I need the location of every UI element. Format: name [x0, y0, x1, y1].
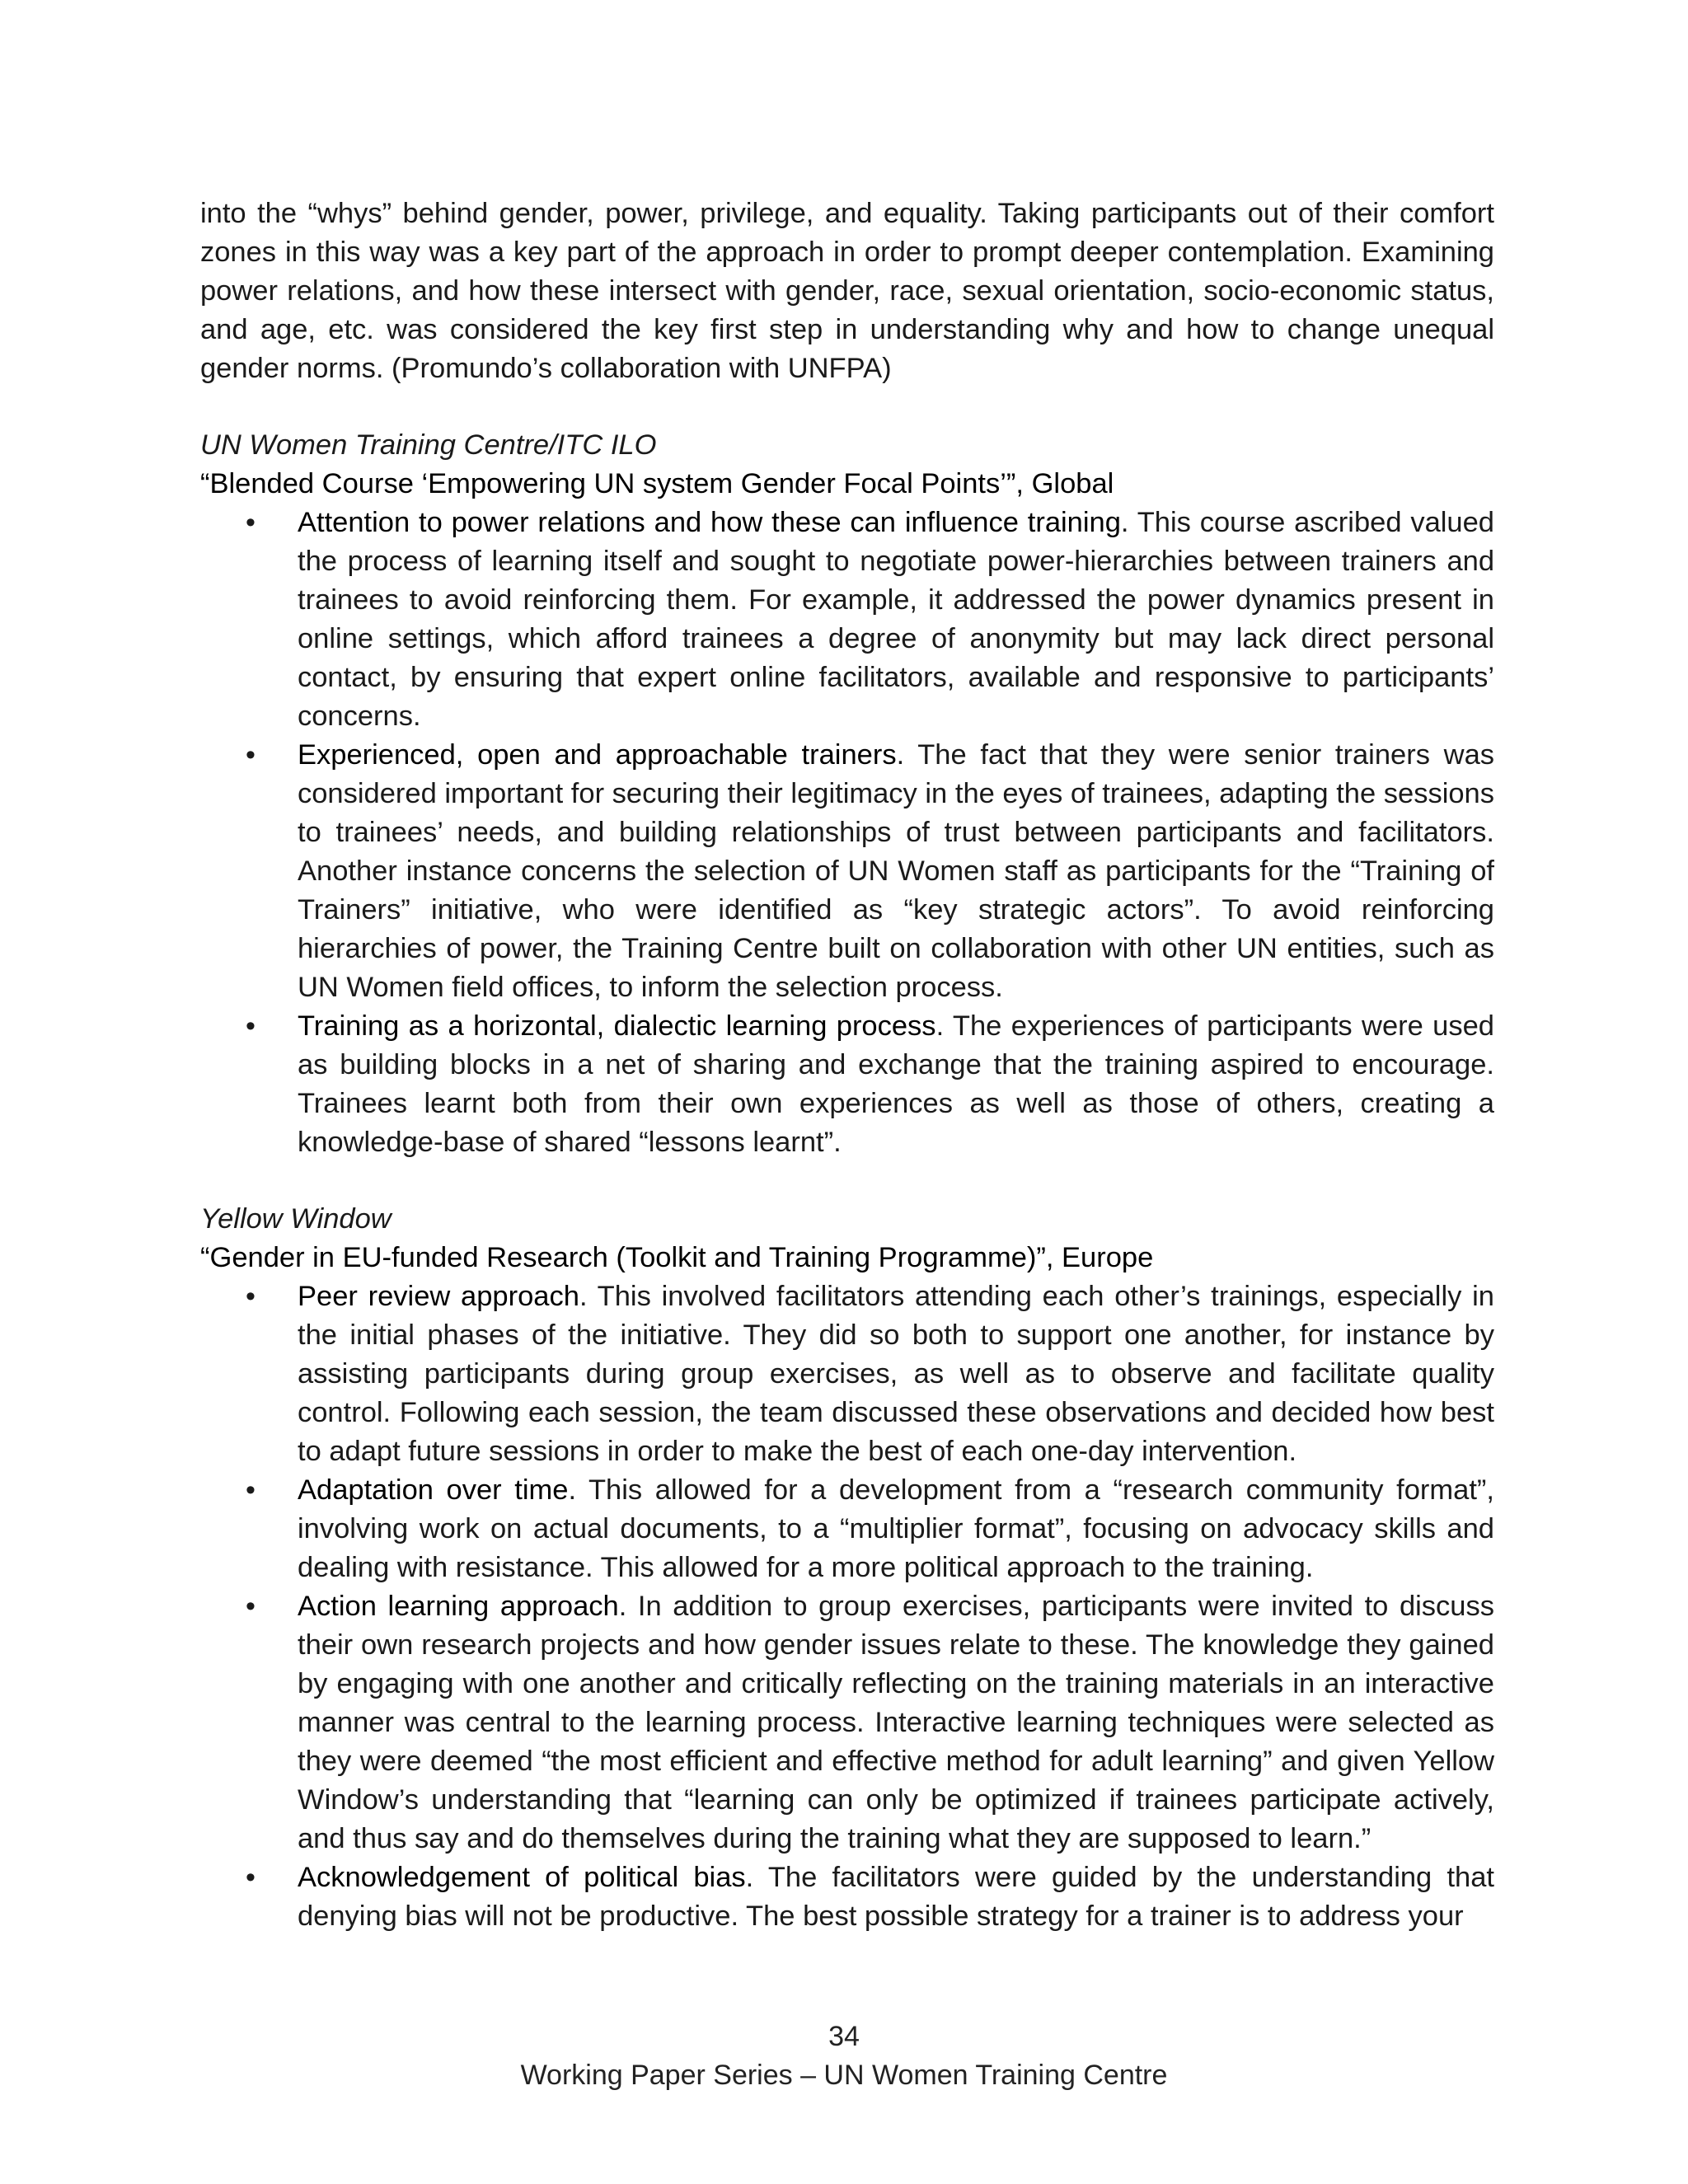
bullet-lead: Attention to power relations and how these can influence training	[298, 507, 1121, 538]
bullet-list	[200, 504, 1494, 1162]
bullet-icon: •	[246, 739, 256, 771]
bullet-text: . The fact that they were senior trainers was considered important for securing their legitimacy in the eyes of trainees, adapting the sessions to trainees’ needs, and building relationships of trust between participants and facilitators. Another instance concerns the selection of UN Women staff as participants for the “Training of Trainers” initiative, who were identified as “key strategic actors”. To avoid reinforcing hierarchies of power, the Training Centre built on collaboration with other UN entities, such as UN Women field offices, to inform the selection process.	[298, 739, 1495, 1003]
list-item	[200, 1858, 1494, 1936]
list-item	[200, 1007, 1494, 1162]
section-un-women	[200, 426, 1494, 1162]
bullet-lead: Peer review approach	[298, 1281, 579, 1312]
bullet-icon: •	[246, 507, 256, 538]
bullet-lead: Action learning approach	[298, 1591, 619, 1622]
section-course-title: “Gender in EU-funded Research (Toolkit and Training Programme)”, Europe	[200, 1242, 1154, 1273]
intro-paragraph: into the “whys” behind gender, power, privilege, and equality. Taking participants out of their comfort zones in this way was a key part of the approach in order to prompt deeper contemplation. Examining power relations, and how these intersect with gender, race, sexual orientation, socio-economic status, and age, etc. was considered the key first step in understanding why and how to change unequal gender norms. (Promundo’s collaboration with UNFPA)	[200, 198, 1494, 384]
bullet-icon: •	[246, 1281, 256, 1312]
list-item	[200, 504, 1494, 736]
section-organization: Yellow Window	[200, 1203, 392, 1235]
bullet-icon: •	[246, 1474, 256, 1506]
bullet-list	[200, 1277, 1494, 1936]
section-organization: UN Women Training Centre/ITC ILO	[200, 429, 657, 461]
bullet-lead: Acknowledgement of political bias	[298, 1862, 746, 1893]
bullet-icon: •	[246, 1591, 256, 1622]
bullet-text: . This allowed for a development from a “research community format”, involving work on actual documents, to a “multiplier format”, focusing on advocacy skills and dealing with resistance. This allowed for a more political approach to the training.	[298, 1474, 1494, 1583]
bullet-lead: Training as a horizontal, dialectic learning process	[298, 1010, 936, 1042]
section-yellow-window	[200, 1200, 1494, 1936]
footer-series-title: Working Paper Series – UN Women Training Centre	[520, 2060, 1168, 2091]
bullet-text: . This involved facilitators attending each other’s trainings, especially in the initial phases of the initiative. They did so both to support one another, for instance by assisting participants during group exercises, as well as to observe and facilitate quality control. Following each session, the team discussed these observations and decided how best to adapt future sessions in order to make the best of each one-day intervention.	[298, 1281, 1494, 1467]
section-course-title: “Blended Course ‘Empowering UN system Gender Focal Points’”, Global	[200, 468, 1114, 499]
list-item	[200, 1587, 1494, 1858]
bullet-icon: •	[246, 1862, 256, 1893]
bullet-text: . This course ascribed valued the process of learning itself and sought to negotiate power-hierarchies between trainers and trainees to avoid reinforcing them. For example, it addressed the power dynamics present in online settings, which afford trainees a degree of anonymity but may lack direct personal contact, by ensuring that expert online facilitators, available and responsive to participants’ concerns.	[298, 507, 1494, 732]
bullet-text: . The experiences of participants were used as building blocks in a net of sharing and exchange that the training aspired to encourage. Trainees learnt both from their own experiences as well as those of others, creating a knowledge-base of shared “lessons learnt”.	[298, 1010, 1494, 1158]
bullet-lead: Adaptation over time	[298, 1474, 569, 1506]
list-item	[200, 1471, 1494, 1587]
bullet-icon: •	[246, 1010, 256, 1042]
bullet-text: . In addition to group exercises, participants were invited to discuss their own research projects and how gender issues relate to these. The knowledge they gained by engaging with one another and critically reflecting on the training materials in an interactive manner was central to the learning process. Interactive learning techniques were selected as they were deemed “the most efficient and effective method for adult learning” and given Yellow Window’s understanding that “learning can only be optimized if trainees participate actively, and thus say and do themselves during the training what they are supposed to learn.”	[298, 1591, 1494, 1854]
bullet-text: . The facilitators were guided by the understanding that denying bias will not be productive. The best possible strategy for a trainer is to address your	[298, 1862, 1494, 1932]
bullet-lead: Experienced, open and approachable trainers	[298, 739, 897, 771]
page-content	[200, 194, 1494, 1936]
page-number: 34	[828, 2021, 860, 2052]
list-item	[200, 1277, 1494, 1471]
list-item	[200, 736, 1494, 1007]
